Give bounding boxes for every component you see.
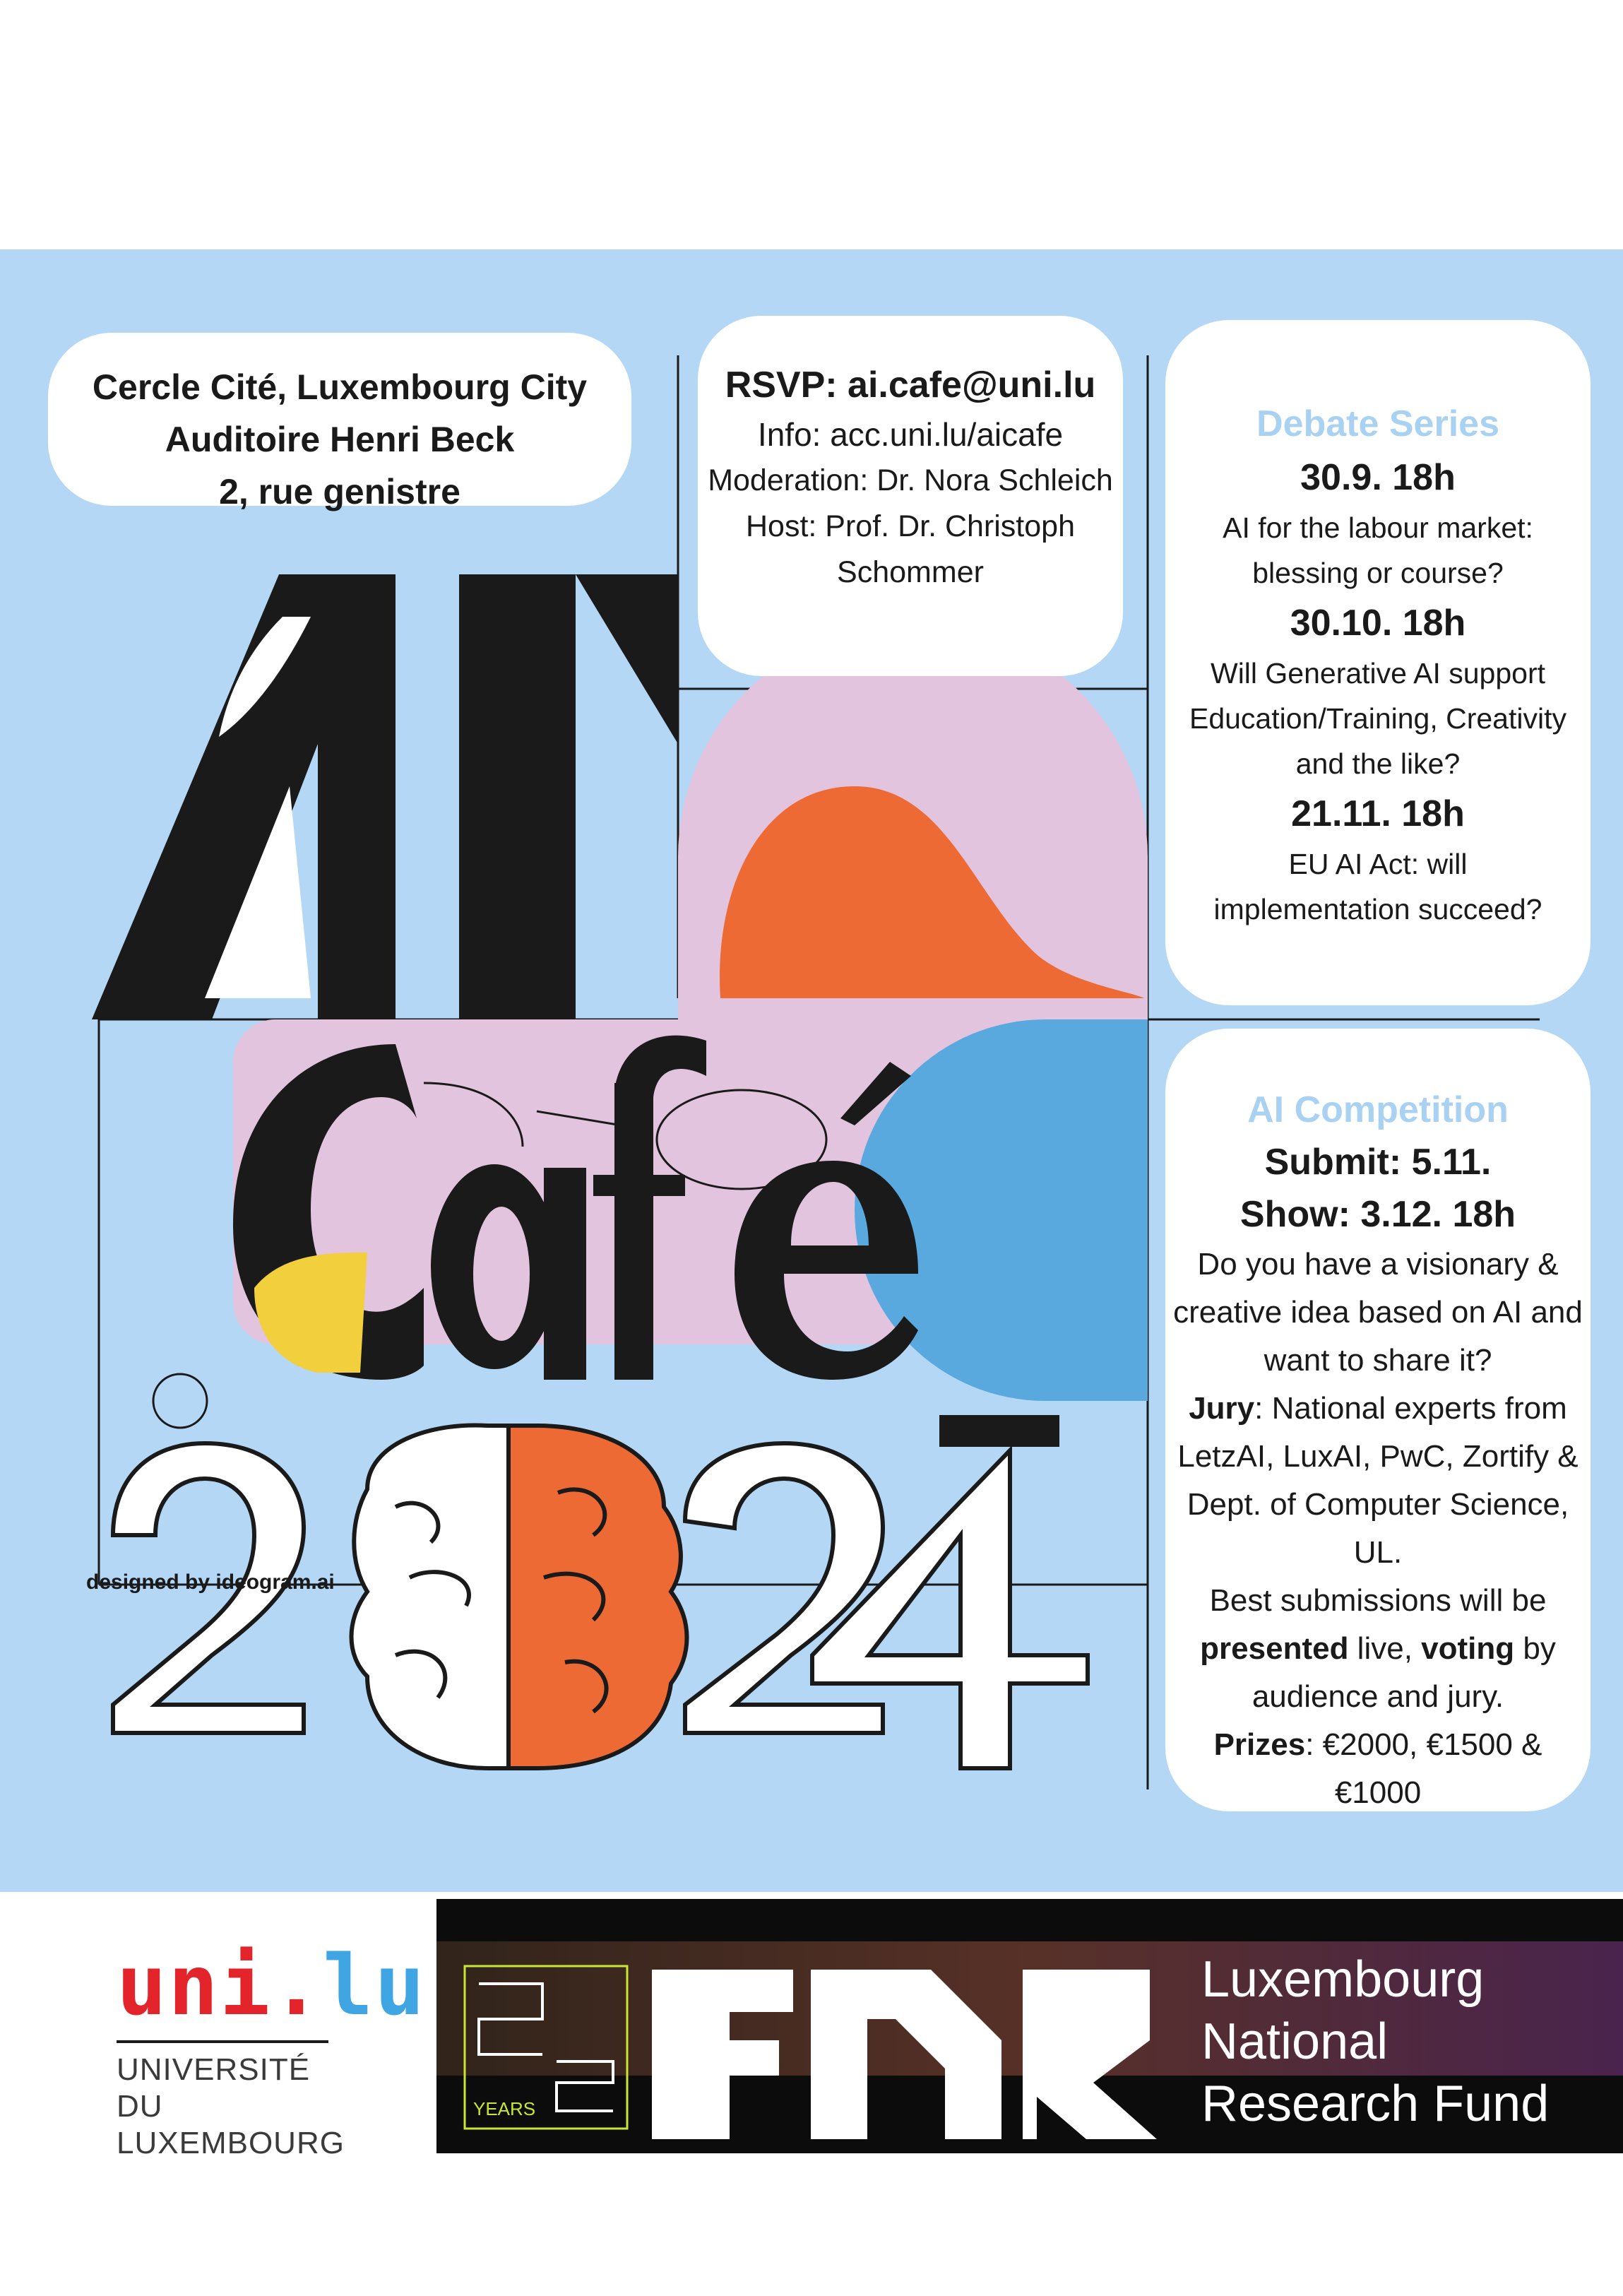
unilu-mark-b: lu bbox=[323, 1936, 427, 2034]
prizes-line bbox=[1165, 1721, 1591, 1769]
design-credit: designed by ideogram.ai bbox=[86, 1570, 335, 1594]
event-1-date: 30.9. 18h bbox=[1300, 457, 1456, 498]
presented-word: presented bbox=[1200, 1631, 1349, 1666]
prizes-label: Prizes bbox=[1213, 1727, 1306, 1762]
moderation-text: Moderation: Dr. Nora Schleich bbox=[708, 463, 1113, 497]
debate-title: Debate Series bbox=[1256, 403, 1499, 444]
jury-label: Jury bbox=[1189, 1391, 1255, 1426]
fnr-name bbox=[1201, 1948, 1549, 2135]
rsvp-email[interactable]: RSVP: ai.cafe@uni.lu bbox=[725, 365, 1096, 406]
unilu-name-2: LUXEMBOURG bbox=[117, 2126, 345, 2160]
venue-line-3: 2, rue genistre bbox=[219, 472, 460, 511]
unilu-mark-a: uni. bbox=[117, 1936, 323, 2034]
ai-letters bbox=[92, 574, 678, 1019]
jury-list-1: LetzAI, LuxAI, PwC, Zortify & bbox=[1177, 1439, 1579, 1474]
by-word: by bbox=[1514, 1631, 1556, 1666]
prizes-text: : €2000, €1500 & bbox=[1305, 1727, 1542, 1762]
event-2-text-2: Education/Training, Creativity bbox=[1189, 702, 1566, 735]
desc-line-2: creative idea based on AI and bbox=[1173, 1295, 1583, 1330]
competition-title: AI Competition bbox=[1247, 1089, 1509, 1130]
jury-line bbox=[1165, 1385, 1591, 1433]
fnr-name-2: National bbox=[1201, 2013, 1389, 2070]
jury-list-3: Best submissions will be bbox=[1209, 1583, 1547, 1618]
event-2-text-3: and the like? bbox=[1295, 747, 1461, 780]
jury-text: : National experts from bbox=[1254, 1391, 1567, 1426]
event-1-text-2: blessing or course? bbox=[1252, 557, 1504, 589]
event-2-text-1: Will Generative AI support bbox=[1211, 657, 1545, 690]
desc-line-3: want to share it? bbox=[1264, 1343, 1492, 1378]
fnr-banner bbox=[436, 1899, 1623, 2153]
voting-word: voting bbox=[1421, 1631, 1515, 1666]
fnr-name-3: Research Fund bbox=[1201, 2076, 1550, 2132]
show-date: Show: 3.12. 18h bbox=[1239, 1194, 1516, 1235]
event-3-date: 21.11. 18h bbox=[1291, 793, 1465, 834]
contact-card bbox=[698, 316, 1123, 676]
venue-card bbox=[48, 333, 631, 511]
submit-date: Submit: 5.11. bbox=[1264, 1142, 1492, 1183]
poster bbox=[0, 249, 1623, 1892]
event-1-text-1: AI for the labour market: bbox=[1223, 511, 1533, 544]
fnr-name-1: Luxembourg bbox=[1201, 1951, 1485, 2008]
voting-line bbox=[1165, 1625, 1591, 1673]
audience-line: audience and jury. bbox=[1252, 1679, 1504, 1714]
debate-series-card bbox=[1165, 320, 1591, 1005]
fnr-years-label: YEARS bbox=[473, 2098, 536, 2119]
live-word: live, bbox=[1348, 1631, 1422, 1666]
unilu-wordmark bbox=[117, 1936, 427, 2035]
jury-list-2: Dept. of Computer Science, UL. bbox=[1187, 1487, 1569, 1570]
event-3-text-1: EU AI Act: will bbox=[1288, 848, 1468, 880]
competition-card bbox=[1165, 1029, 1591, 1811]
event-3-text-2: implementation succeed? bbox=[1213, 893, 1542, 925]
info-link[interactable]: Info: acc.uni.lu/aicafe bbox=[757, 416, 1064, 453]
venue-line-1: Cercle Cité, Luxembourg City bbox=[92, 367, 588, 407]
event-2-date: 30.10. 18h bbox=[1290, 603, 1466, 644]
desc-line-1: Do you have a visionary & bbox=[1197, 1247, 1559, 1282]
unilu-divider bbox=[117, 2040, 328, 2043]
prizes-last: €1000 bbox=[1334, 1775, 1422, 1810]
unilu-name-1: UNIVERSITÉ DU bbox=[117, 2052, 311, 2124]
host-text-1: Host: Prof. Dr. Christoph bbox=[746, 509, 1075, 543]
venue-line-2: Auditoire Henri Beck bbox=[165, 420, 515, 459]
host-text-2: Schommer bbox=[837, 555, 984, 589]
unilu-logo bbox=[117, 1936, 427, 2162]
